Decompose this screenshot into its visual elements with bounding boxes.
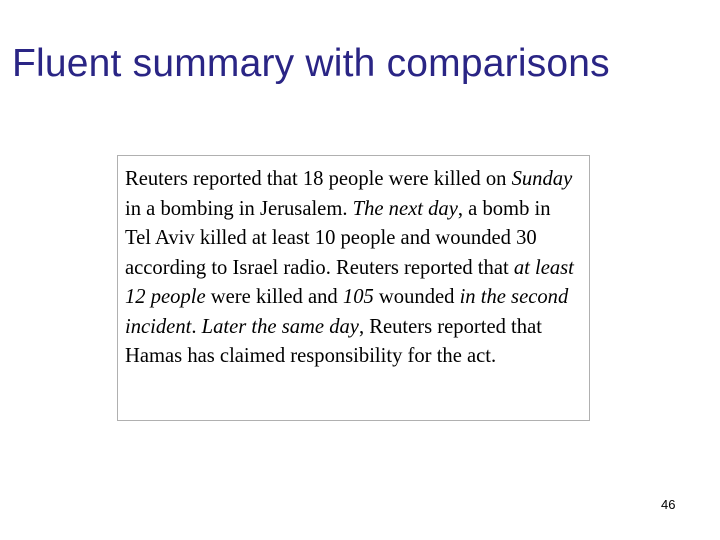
summary-text-emphasis: at least 12 people: [125, 256, 574, 308]
summary-text-emphasis: The next day: [352, 197, 458, 220]
summary-text-segment: were killed and: [205, 286, 343, 308]
summary-text-segment: , a bomb in Tel Aviv killed at least 10 people and wounded 30 according to Israel radio. Reuters reported that: [125, 197, 551, 279]
summary-text-emphasis: in the second incident: [125, 286, 569, 338]
summary-text-segment: in a bombing in Jerusalem.: [125, 197, 353, 220]
summary-text-emphasis: 105: [342, 286, 374, 308]
summary-text-segment: Reuters reported that 18 people were killed on: [125, 168, 512, 190]
page-number: 46: [661, 497, 676, 512]
summary-text-segment: , Reuters reported that Hamas has claimed responsibility for the act.: [125, 315, 542, 367]
summary-text-emphasis: Later the same day: [201, 315, 359, 338]
summary-text-box: [117, 155, 590, 421]
summary-text-segment: .: [191, 315, 202, 338]
slide-title: Fluent summary with comparisons: [12, 42, 610, 85]
summary-text-emphasis: Sunday: [511, 168, 573, 190]
summary-text-segment: wounded: [373, 286, 460, 308]
